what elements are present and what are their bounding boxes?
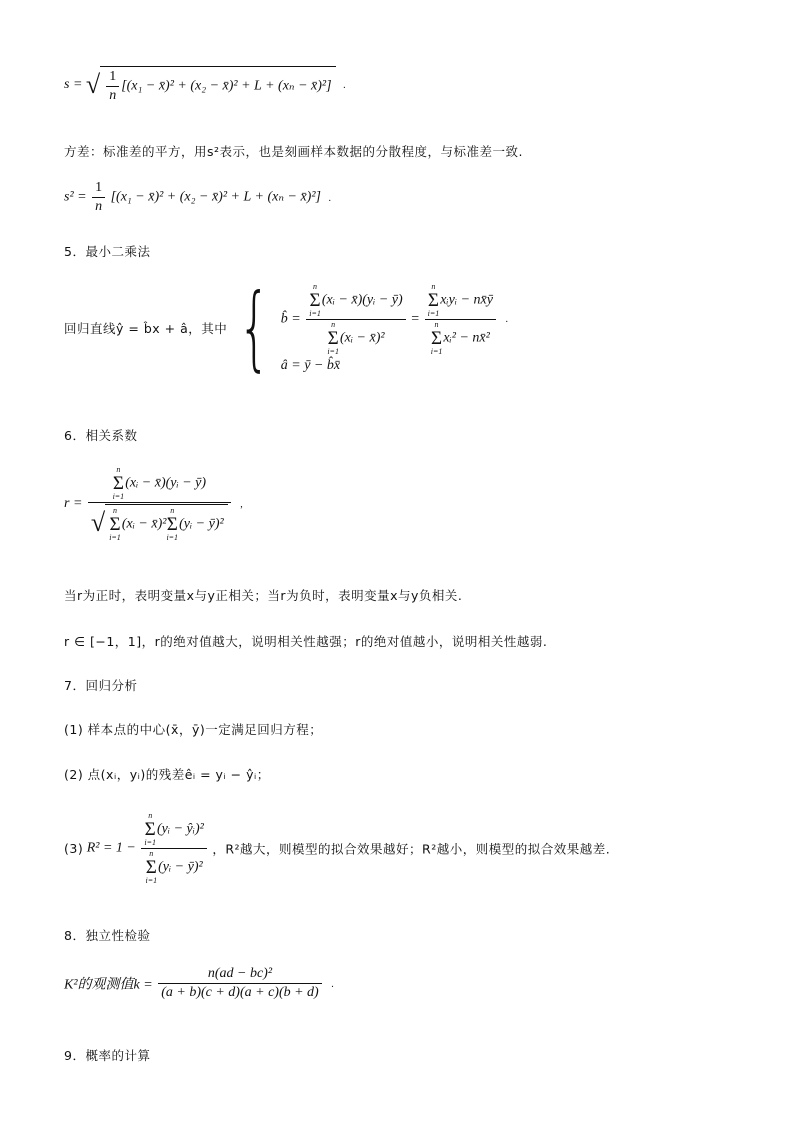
r-den-b: (yᵢ − ȳ)² [179, 516, 224, 532]
regression-item-2: (2) 点(xᵢ，yᵢ)的残差êᵢ = yᵢ − ŷᵢ； [64, 767, 270, 782]
r2-explanation: ，R²越大，则模型的拟合效果越好；R²越小，则模型的拟合效果越差. [212, 841, 611, 857]
correlation-formula: r = n Σ i=1 (xᵢ − x̄)(yᵢ − ȳ) √ n Σ i=1 (xᵢ − x̄)² n Σ i=1 (yᵢ − ȳ)² , [64, 465, 243, 542]
r-lhs: r = [64, 496, 83, 511]
std-frac-num: 1 [109, 69, 117, 84]
r2-num: (yᵢ − ŷᵢ)² [157, 821, 204, 837]
a-hat: â = ȳ − b̂x̄ [280, 357, 341, 373]
r2-lhs: R² = 1 − [86, 840, 136, 856]
section8-title: 8．独立性检验 [64, 928, 151, 943]
least-squares-formula: 回归直线ŷ = b̂x + â，其中 { b̂ = n Σ i=1 (xᵢ − x̄)(yᵢ − ȳ) n Σ i=1 (xᵢ − x̄)² = n Σ i=1 xᵢyᵢ − nx̄ȳ n Σ i=1 xᵢ² − nx̄² . â = ȳ − b̂x̄ [64, 274, 508, 381]
section9-title: 9．概率的计算 [64, 1048, 151, 1063]
variance-lhs: s² = [64, 189, 87, 205]
b-den1: (xᵢ − x̄)² [339, 330, 385, 346]
variance-formula: s² = $\frac{1}{n}$ [(x₁ − x̄)² + (x₂ − x̄)² + L + (xₙ − x̄)²] . [64, 180, 331, 214]
variance-label: 方差：标准差的平方，用s²表示，也是刻画样本数据的分散程度，与标准差一致. [64, 144, 523, 159]
correlation-sign: 当r为正时，表明变量x与y正相关；当r为负时，表明变量x与y负相关. [64, 588, 463, 603]
b-num1: (xᵢ − x̄)(yᵢ − ȳ) [321, 292, 403, 308]
std-frac-den: n [106, 86, 119, 104]
variance-body: [(x₁ − x̄)² + (x₂ − x̄)² + L + (xₙ − x̄)²] [110, 189, 321, 205]
section5-title: 5．最小二乘法 [64, 244, 151, 259]
r-num: (xᵢ − x̄)(yᵢ − ȳ) [125, 475, 207, 491]
b-num2: xᵢyᵢ − nx̄ȳ [440, 292, 493, 308]
b-hat-lhs: b̂ = [280, 311, 301, 327]
chi-square-formula: K²的观测值k = $\frac{\text{n(ad − bc)²}}{(a + b)(c + d)(a + c)(b + d)}$ . [64, 966, 334, 1000]
std-formula [64, 66, 346, 104]
r2-den: (yᵢ − ȳ)² [158, 859, 203, 875]
section5-intro: 回归直线ŷ = b̂x + â，其中 [64, 321, 228, 336]
section6-title: 6．相关系数 [64, 428, 138, 443]
section7-title: 7．回归分析 [64, 678, 138, 693]
regression-item-1: (1) 样本点的中心(x̄，ȳ)一定满足回归方程； [64, 722, 323, 737]
std-lhs: s = [64, 77, 83, 93]
std-body: [(x₁ − x̄)² + (x₂ − x̄)² + L + (xₙ − x̄)²] [121, 78, 332, 94]
variance-end: . [328, 192, 331, 204]
std-sqrt: √ $\frac{1}{n}$ [(x₁ − x̄)² + (x₂ − x̄)² + L + (xₙ − x̄)²] [86, 66, 336, 104]
left-brace: { [237, 274, 271, 381]
b-den2: xᵢ² − nx̄² [443, 330, 490, 346]
r-den-a: (xᵢ − x̄)² [121, 516, 167, 532]
correlation-range: r ∈ [−1，1]，r的绝对值越大，说明相关性越强；r的绝对值越小，说明相关性越弱. [64, 634, 548, 649]
k-num: n(ad − bc)² [207, 966, 273, 981]
k-den: (a + b)(c + d)(a + c)(b + d) [158, 983, 322, 1001]
regression-item-3: (3) R² = 1 − n Σ i=1 (yᵢ − ŷᵢ)² n Σ i=1 (yᵢ − ȳ)² ，R²越大，则模型的拟合效果越好；R²越小，则模型的拟合效果越差. [64, 811, 611, 885]
std-end: . [343, 80, 346, 92]
k-lhs: K²的观测值k = [64, 977, 153, 993]
